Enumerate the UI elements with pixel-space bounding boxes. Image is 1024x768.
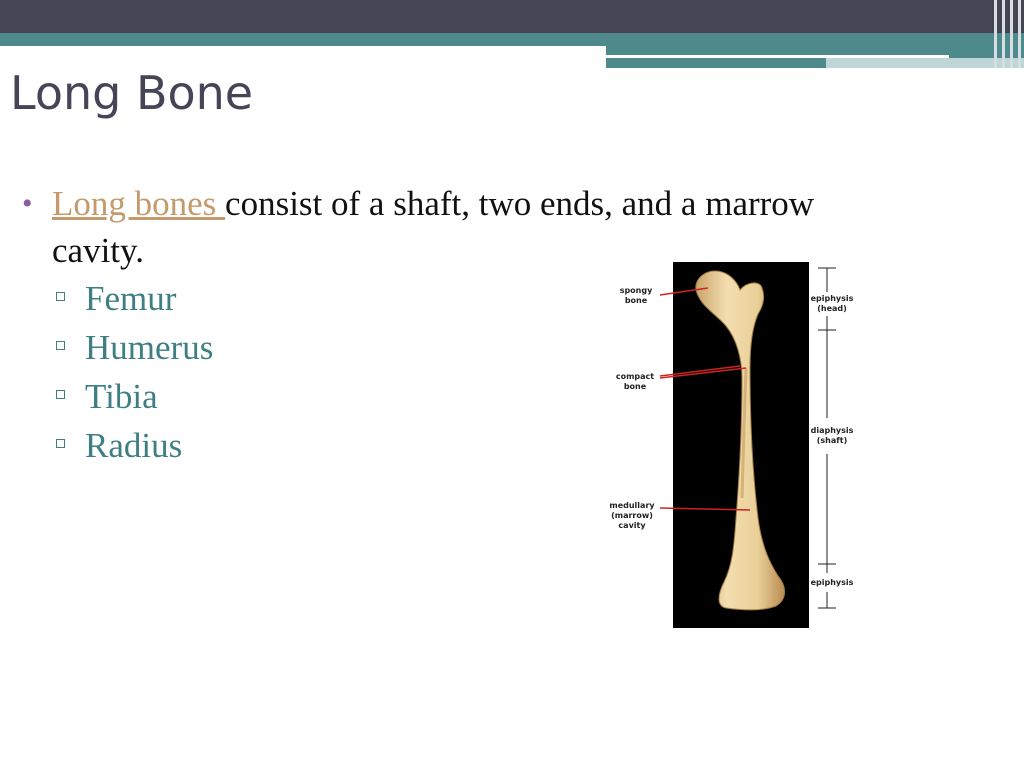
pointer-line [660,368,746,378]
sub-item-label: Femur [85,279,177,318]
long-bones-link[interactable]: Long bones [52,184,226,223]
header-bar-dark [0,0,1024,33]
label-line: cavity [618,521,646,530]
label-line: bone [623,382,647,391]
header-bar-teal [0,33,1024,46]
pointer-line [660,366,740,376]
square-bullet-icon [56,439,65,448]
header-stripe [994,0,997,68]
epiphysis-head-label [806,294,858,314]
spongy-bone-label [616,286,656,306]
label-line: diaphysis [810,426,854,435]
header-stripe [1002,0,1005,68]
label-line: epiphysis [810,578,854,587]
sub-item-label: Humerus [85,328,214,367]
compact-bone-label [612,372,658,392]
label-line: (head) [817,304,847,313]
diaphysis-label [806,426,858,446]
header-stripe [1010,0,1013,68]
sub-item-label: Tibia [85,377,158,416]
label-line: medullary [609,501,655,510]
label-line: (shaft) [816,436,848,445]
square-bullet-icon [56,390,65,399]
header-stripe [1018,0,1021,68]
square-bullet-icon [56,341,65,350]
epiphysis-label [806,578,858,588]
medullary-cavity-label [606,501,658,531]
label-line: (marrow) [611,511,653,520]
label-line: bone [624,296,648,305]
sub-item-label: Radius [85,426,183,465]
long-bone-figure [600,258,870,630]
label-line: spongy [619,286,653,295]
bullet-dot-icon: • [22,187,33,220]
bullet-body-text: consist of a shaft, two ends, and a marrow cavity. [52,184,815,270]
femur-shape [696,271,785,610]
square-bullet-icon [56,292,65,301]
header-gap [0,46,606,50]
slide-title: Long Bone [10,66,254,120]
label-line: compact [615,372,655,381]
label-line: epiphysis [810,294,854,303]
